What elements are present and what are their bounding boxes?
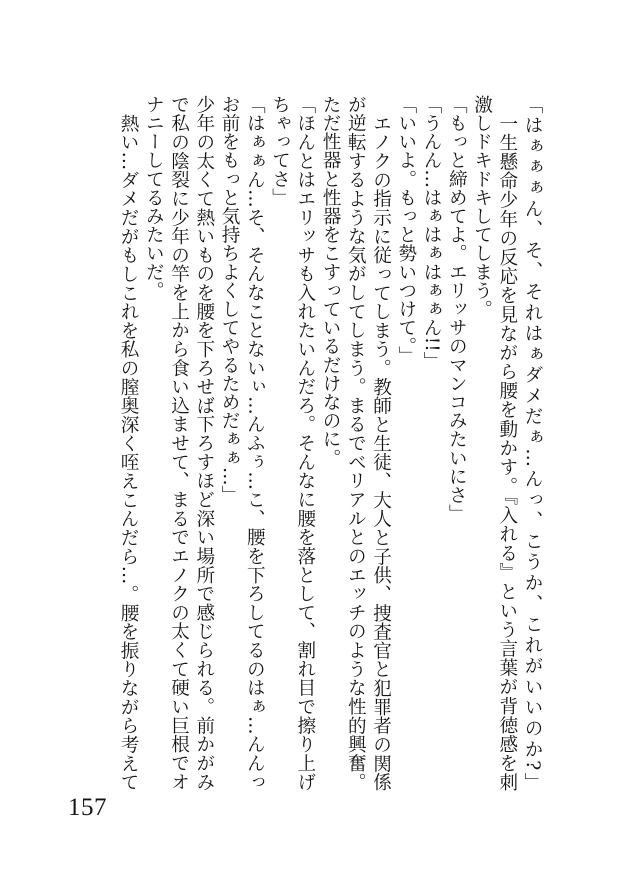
text-column: 熱い…ダメだがもしこれを私の膣奥深く咥えこんだら…。腰を振りながら考えて [118,113,139,791]
text-column: ちゃってさ」 [269,95,291,207]
text-column: ただ性器と性器をこすっているだけなのに。 [320,95,341,467]
text-column: で私の陰裂に少年の竿を上から食い込ませて、まるでエノクの太くて硬い巨根でオ [168,95,190,791]
text-column: 激しドキドキしてしまう。 [471,95,493,319]
text-column: ナニーしてるみたいだ。 [143,95,165,300]
text-column: が逆転するような気がしてしまう。まるでベリアルとのエッチのような性的興奮。 [345,95,367,791]
text-column: 「いいよ。もっと勢いつけて。」 [395,95,417,365]
page-number: 157 [68,794,107,821]
vertical-text-body [115,95,545,791]
text-column: お前をもっと気持ちよくしてやるためだぁぁ…」 [219,95,240,505]
text-column: 「はぁぁぁん、そ、それはぁダメだぁ…んっ、こうか、これがいいのか?」 [522,95,543,791]
text-column: 「ほんとはエリッサも入れたいんだろ。そんなに腰を落として、割れ目で擦り上げ [294,95,316,791]
text-column: 「うんん…はぁはぁはぁぁん!!」 [421,95,442,371]
text-column: 少年の太くて熱いものを腰を下ろせば下ろすほど深い場所で感じられる。前かがみ [193,95,215,791]
text-column: 「はぁぁん…そ、そんなことないぃ…んふぅ…こ、腰を下ろしてるのはぁ…んんっ [244,95,266,791]
text-column: 「もっと締めてよ。エリッサのマンコみたいにさ」 [446,95,468,523]
text-column: 一生懸命少年の反応を見ながら腰を動かす。『入れる』という言葉が背徳感を刺 [496,113,518,791]
text-column: エノクの指示に従ってしまう。教師と生徒、大人と子供、捜査官と犯罪者の関係 [370,113,392,791]
